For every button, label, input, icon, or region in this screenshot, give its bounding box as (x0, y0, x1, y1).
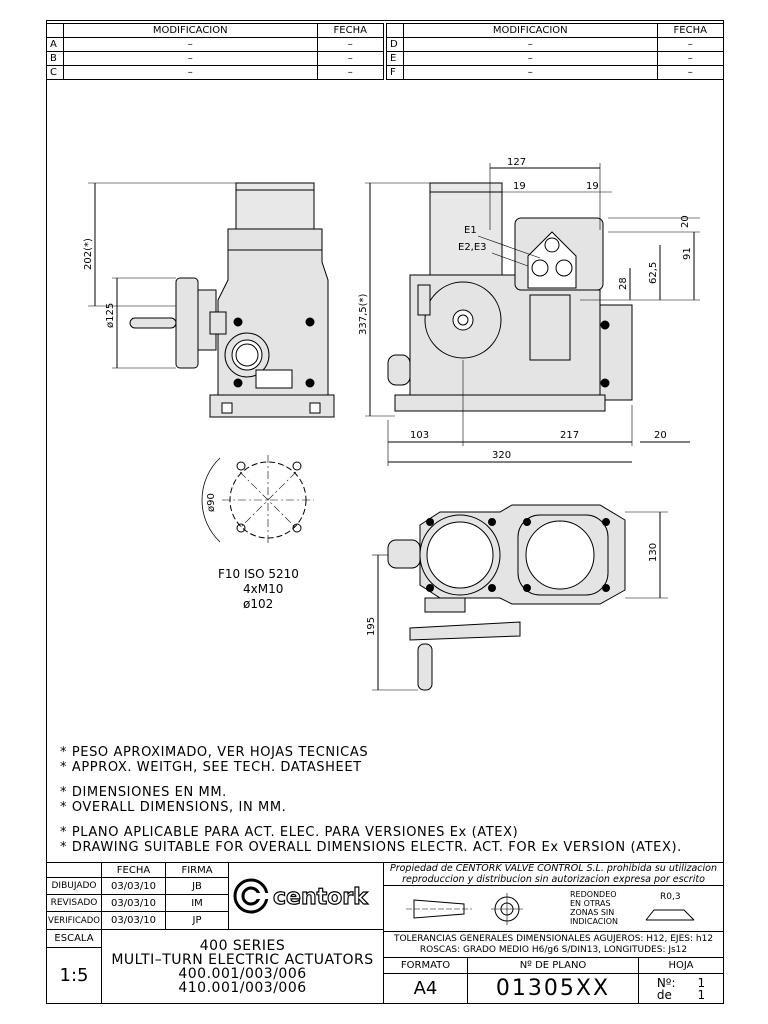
label-e2e3: E2,E3 (458, 242, 487, 253)
redondeo-line2: EN OTRAS (570, 899, 611, 908)
firma-label: FIRMA (165, 862, 229, 878)
rev-letter: C (47, 66, 64, 80)
actuator-top-view (388, 505, 625, 690)
dim-28: 28 (618, 277, 629, 290)
hoja-n-value: 1 (697, 975, 706, 990)
note-line: * OVERALL DIMENSIONS, IN MM. (60, 800, 287, 815)
header-modificacion: MODIFICACION (63, 24, 317, 38)
formato-value: A4 (383, 973, 468, 1004)
rev-mod: – (403, 66, 657, 80)
hoja-label: HOJA (638, 957, 724, 974)
notes (60, 745, 682, 855)
company-logo (228, 862, 384, 930)
formato-label: FORMATO (383, 957, 468, 974)
header-fecha: FECHA (657, 24, 723, 38)
rev-letter: F (387, 66, 404, 80)
centork-logo-icon (231, 871, 381, 921)
flange-line2: 4xM10 (243, 582, 284, 596)
escala-label: ESCALA (46, 929, 102, 948)
dim-62: 62,5 (648, 261, 659, 284)
blank-cell (46, 862, 102, 878)
redondeo-note (570, 890, 618, 926)
redondeo-line4: INDICACION (570, 917, 619, 926)
dibujado-firma: JB (165, 877, 229, 895)
dim-202: 202(*) (83, 238, 94, 270)
verificado-fecha: 03/03/10 (101, 911, 166, 930)
verificado-firma: JP (165, 911, 229, 930)
title-line4: 410.001/003/006 (178, 979, 307, 996)
dim-19a: 19 (513, 181, 526, 192)
header-modificacion: MODIFICACION (403, 24, 657, 38)
property-line1: Propiedad de CENTORK VALVE CONTROL S.L. prohibida su utilizacion (389, 863, 717, 874)
rev-letter: D (387, 38, 404, 52)
dim-91: 91 (682, 247, 693, 260)
dim-90: ø90 (206, 493, 217, 512)
tolerance-line1: TOLERANCIAS GENERALES DIMENSIONALES AGUJEROS: H12, EJES: h12 (393, 933, 714, 944)
flange-view (202, 455, 314, 545)
note-line: * PESO APROXIMADO, VER HOJAS TECNICAS (60, 745, 369, 760)
dim-20b: 20 (654, 430, 667, 441)
property-line2: reproduccion y distribucion sin autorizacion expresa por escrito (402, 874, 705, 885)
tolerance-symbols (383, 885, 724, 932)
dim-20a: 20 (680, 215, 691, 228)
dim-337: 337,5(*) (358, 293, 369, 335)
property-notice (383, 862, 724, 886)
dim-217: 217 (560, 430, 580, 441)
hoja-value (638, 973, 724, 1004)
title-line1: 400 SERIES (199, 937, 286, 954)
rev-mod: – (403, 38, 657, 52)
revisado-firma: IM (165, 894, 229, 912)
dim-125: ø125 (105, 302, 116, 328)
dibujado-fecha: 03/03/10 (101, 877, 166, 895)
note-line: * APPROX. WEITGH, SEE TECH. DATASHEET (60, 760, 362, 775)
dim-130: 130 (648, 542, 659, 562)
hoja-de-value: 1 (697, 987, 706, 1002)
label-e1: E1 (464, 225, 477, 236)
actuator-front-view (388, 183, 632, 411)
rev-fecha: – (317, 52, 384, 66)
rev-mod: – (63, 66, 317, 80)
tolerance-line2: ROSCAS: GRADO MEDIO H6/g6 S/DIN13, LONGITUDES: Js12 (419, 944, 688, 955)
rev-mod: – (403, 52, 657, 66)
dim-127: 127 (507, 157, 527, 168)
flange-line3: ø102 (243, 597, 274, 611)
hoja-n-label: Nº: (656, 975, 676, 990)
rev-letter: A (47, 38, 64, 52)
plano-label: Nº DE PLANO (467, 957, 639, 974)
drawing-title (101, 929, 384, 1004)
dim-19b: 19 (586, 181, 599, 192)
note-line: * DRAWING SUITABLE FOR OVERALL DIMENSIONS ELECTR. ACT. FOR Ex VERSION (ATEX). (60, 840, 682, 855)
rev-mod: – (63, 38, 317, 52)
dim-195: 195 (366, 616, 377, 636)
dibujado-label: DIBUJADO (46, 877, 102, 895)
rev-fecha: – (317, 38, 384, 52)
dim-320: 320 (492, 450, 512, 461)
note-line: * PLANO APLICABLE PARA ACT. ELEC. PARA VERSIONES Ex (ATEX) (60, 825, 519, 840)
plano-value: 01305XX (467, 973, 639, 1004)
actuator-side-view (130, 183, 334, 417)
title-line2: MULTI–TURN ELECTRIC ACTUATORS (111, 951, 374, 968)
escala-value: 1:5 (46, 947, 102, 1004)
rev-letter: B (47, 52, 64, 66)
note-line: * DIMENSIONES EN MM. (60, 785, 227, 800)
fecha-label: FECHA (101, 862, 166, 878)
rev-letter: E (387, 52, 404, 66)
revisado-label: REVISADO (46, 894, 102, 912)
rev-fecha: – (657, 52, 723, 66)
redondeo-line1: REDONDEO (570, 890, 617, 899)
tolerances (383, 931, 724, 958)
dim-103: 103 (410, 430, 430, 441)
radius-value: R0,3 (660, 892, 681, 902)
redondeo-line3: ZONAS SIN (570, 908, 615, 917)
rev-fecha: – (317, 66, 384, 80)
rev-fecha: – (657, 38, 723, 52)
title-line3: 400.001/003/006 (178, 965, 307, 982)
header-fecha: FECHA (317, 24, 384, 38)
verificado-label: VERIFICADO (46, 911, 102, 930)
rev-fecha: – (657, 66, 723, 80)
logo-text: centork (273, 885, 368, 910)
revisado-fecha: 03/03/10 (101, 894, 166, 912)
flange-line1: F10 ISO 5210 (218, 567, 299, 581)
hoja-de-label: de (656, 987, 672, 1002)
rev-mod: – (63, 52, 317, 66)
